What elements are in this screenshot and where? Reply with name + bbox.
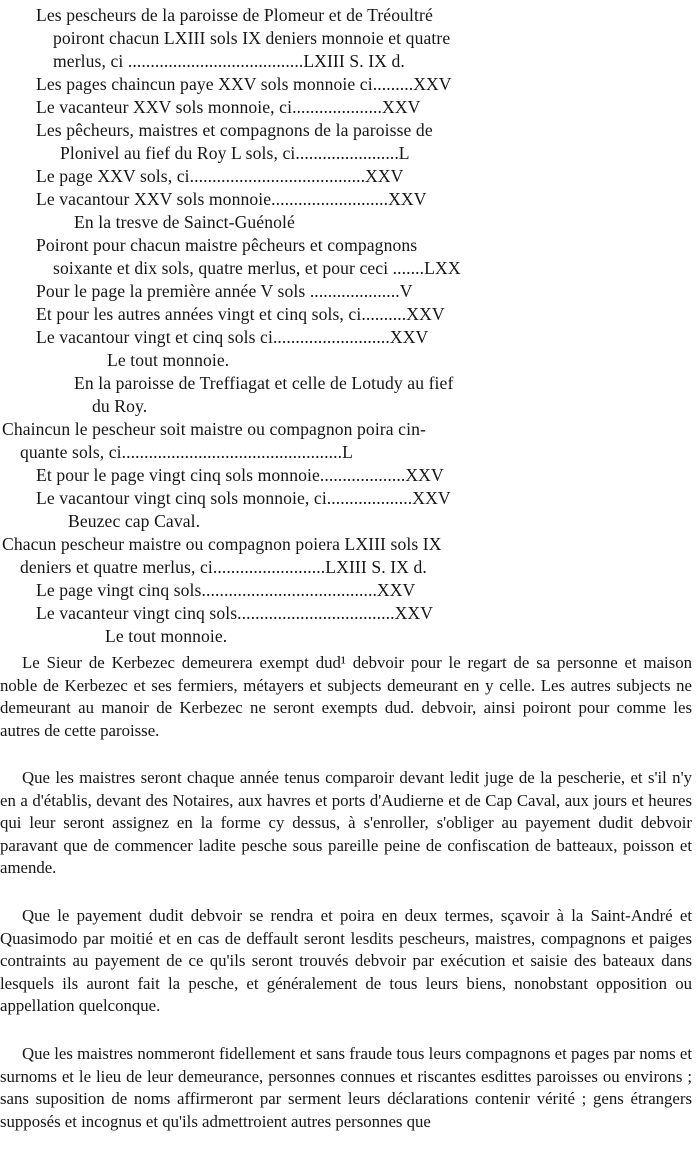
tariff-note: Le tout monnoie. [107,350,230,370]
tariff-line: Les pages chaincun paye XXV sols monnoie ci.........XXV [36,74,452,94]
body-paragraph: Que le payement dudit debvoir se rendra et poira en deux termes, sçavoir à la Saint-André et Quasimodo par moitié et en cas de deffault seront lesdits pescheurs, maistres, compagnons et paiges contraints au payement de ce qu'ils seront trouvés debvoir par exécution et saisie des bateaux dans lesquels ils auront fait la pesche, et généralement de tous leurs biens, nonobstant opposition ou appellation quelconque. [0,906,692,1016]
tariff-line: Chaincun le pescheur soit maistre ou compagnon poira cin- [2,419,426,439]
tariff-line: Et pour le page vingt cinq sols monnoie...................XXV [36,465,444,485]
section-heading: En la paroisse de Treffiagat et celle de Lotudy au fief [74,373,454,393]
tariff-line: Le vacantour XXV sols monnoie..........................XXV [36,189,427,209]
tariff-line: soixante et dix sols, quatre merlus, et pour ceci .......LXX [53,258,461,278]
tariff-line: Et pour les autres années vingt et cinq sols, ci..........XXV [36,304,445,324]
tariff-line: Les pêcheurs, maistres et compagnons de la paroisse de [36,120,433,140]
tariff-line: Le page vingt cinq sols.......................................XXV [36,580,416,600]
tariff-line: Plonivel au fief du Roy L sols, ci.......................L [60,143,410,163]
tariff-line: Le vacantour vingt et cinq sols ci..........................XXV [36,327,429,347]
section-heading: Beuzec cap Caval. [68,511,201,531]
tariff-line: Les pescheurs de la paroisse de Plomeur et de Tréoultré [36,5,433,25]
section-heading: du Roy. [92,396,148,416]
tariff-line: Pour le page la première année V sols ....................V [36,281,413,301]
tariff-line: Chacun pescheur maistre ou compagnon poiera LXIII sols IX [2,534,442,554]
section-heading: En la tresve de Sainct-Guénolé [74,212,295,232]
tariff-line: deniers et quatre merlus, ci.........................LXIII S. IX d. [20,557,427,577]
tariff-line: quante sols, ci.................................................L [20,442,353,462]
body-paragraph: Que les maistres seront chaque année tenus comparoir devant ledit juge de la pescherie, et s'il n'y en a d'établis, devant des Notaires, aux havres et ports d'Audierne et de Cap Caval, aux jours et heures qui leur seront assignez en la forme cy dessus, à s'enroller, s'obliger au payement dudit debvoir paravant que de commencer ladite pesche sous pareille peine de confiscation de batteaux, poisson et amende. [0,768,692,878]
tariff-line: merlus, ci .......................................LXIII S. IX d. [53,51,405,71]
tariff-line: Poiront pour chacun maistre pêcheurs et compagnons [36,235,418,255]
tariff-line: Le vacantour vingt cinq sols monnoie, ci...................XXV [36,488,451,508]
tariff-note: Le tout monnoie. [105,626,228,646]
tariff-line: poiront chacun LXIII sols IX deniers monnoie et quatre [53,28,451,48]
body-paragraph: Le Sieur de Kerbezec demeurera exempt dud¹ debvoir pour le regart de sa personne et maison noble de Kerbezec et ses fermiers, métayers et subjects demeurant en y celle. Les autres subjects ne demeurant au manoir de Kerbezec ne seront exempts dud. debvoir, ainsi poiront pour comme les autres de cette paroisse. [0,653,692,740]
body-paragraph: Que les maistres nommeront fidellement et sans fraude tous leurs compagnons et pages par noms et surnoms et le lieu de leur demeurance, personnes connues et riscantes esdittes paroisses ou environs ; sans suposition de noms affirmeront par serment leurs déclarations contenir vérité ; gens étrangers supposés et incognus et qu'ils admettroient autres personnes que [0,1044,692,1131]
tariff-line: Le vacanteur vingt cinq sols...................................XXV [36,603,434,623]
tariff-line: Le page XXV sols, ci.......................................XXV [36,166,404,186]
tariff-line: Le vacanteur XXV sols monnoie, ci....................XXV [36,97,421,117]
